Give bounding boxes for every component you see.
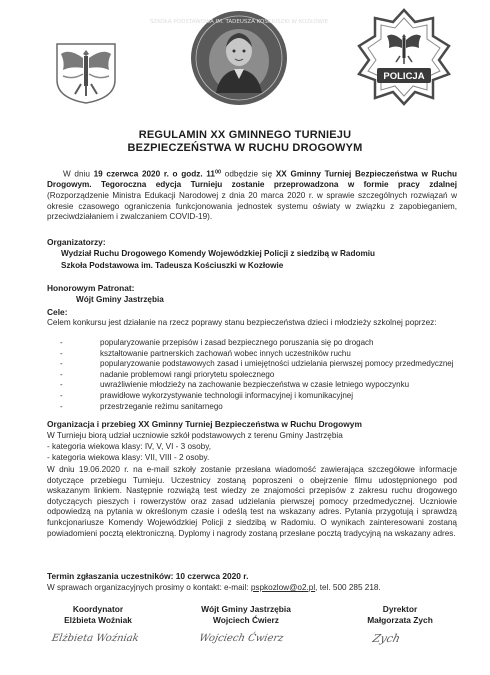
- signature-role-3: Dyrektor: [382, 604, 418, 614]
- organization-paragraph: W dniu 19.06.2020 r. na e-mail szkoły zostanie przesłana wiadomość zawierająca szczegółowe informacje dotyczące przebiegu Turnieju. Uczestnicy zostaną poproszeni o obejrzenie filmu udostępnionego pod wskazanym linkiem. Następnie rozwiążą test wiedzy ze znajomości przepisów z zakresu ruchu drogowego dotyczących pieszych i rowerzystów oraz zasad udzielania pierwszej pomocy przedmedycznej. Uczniowie odpowiedzą na pytania w określonym czasie i odeślą test na wskazany adres. Pytania przygotują i sprawdzą funkcjonariusze Komendy Wojewódzkiej Policji z siedzibą w Radomiu. O wynikach zainteresowani zostaną powiadomieni pocztą elektroniczną. Dyplomy i nagrody zostaną przesłane pocztą tradycyjną na wskazany adres.: [47, 465, 457, 538]
- email-link[interactable]: pspkozlow@o2.pl: [250, 583, 316, 592]
- signature-name-1: Elżbieta Woźniak: [64, 615, 132, 625]
- list-item: - popularyzowanie przepisów i zasad bezpiecznego poruszania się po drogach: [60, 338, 454, 349]
- intro-paragraph: W dniu 19 czerwca 2020 r. o godz. $11^{00}$ odbędzie się XX Gminny Turniej Bezpieczeństwa w Ruchu Drogowym. Tegoroczna edycja Turnieju zostanie przeprowadzona w formie pracy zdalnej (Rozporządzenie Ministra Edukacji Narodowej z dnia 20 marca 2020 r. w sprawie szczególnych rozwiązań w okresie czasowego ograniczenia funkcjonowania jednostek systemu oświaty w związku z zapobieganiem, przeciwdziałaniem i zwalczaniem COVID-19).: [47, 169, 458, 222]
- patronage-label: Honorowym Patronat:: [47, 283, 135, 293]
- organizer-2: Szkoła Podstawowa im. Tadeusza Kościuszki w Kozłowie: [61, 261, 284, 270]
- goals-intro: Celem konkursu jest działanie na rzecz poprawy stanu bezpieczeństwa dzieci i młodzieży szkolnej poprzez:: [47, 318, 437, 327]
- organizer-1: Wydział Ruchu Drogowego Komendy Wojewódzkiej Policji z siedzibą w Radomiu: [61, 249, 376, 258]
- svg-text:Wojciech Ćwierz: Wojciech Ćwierz: [198, 633, 285, 644]
- signature-role-2: Wójt Gminy Jastrzębia: [201, 604, 291, 614]
- list-item: - uwrażliwienie młodzieży na zachowanie bezpieczeństwa w czasie letniego wypoczynku: [60, 380, 454, 391]
- police-label: POLICJA: [383, 71, 425, 82]
- intro-event: XX Gminny Turniej Bezpieczeństwa w Ruchu Drogowym. Tegoroczna edycja Turnieju zostanie przeprowadzona w formie pracy zdalnej: [47, 169, 458, 190]
- list-item: - kształtowanie partnerskich zachowań wobec innych uczestników ruchu: [60, 349, 454, 360]
- police-badge-icon: [355, 8, 453, 106]
- seal-text: SZKOŁA PODSTAWOWA IM. TADEUSZA KOŚCIUSZKI W KOZŁOWIE: [149, 19, 329, 25]
- intro-date: 19 czerwca 2020 r. o godz. 11: [93, 169, 215, 179]
- organization-line-1: W Turnieju biorą udział uczniowie szkół podstawowych z terenu Gminy Jastrzębia: [47, 431, 343, 440]
- list-item: - nadanie problemowi rangi priorytetu społecznego: [60, 370, 454, 381]
- coat-of-arms-icon: [53, 40, 119, 104]
- contact-line: W sprawach organizacyjnych prosimy o kontakt: e-mail: pspkozlow@o2.pl, tel. 500 285 218.: [47, 583, 381, 592]
- signature-name-3: Małgorzata Zych: [367, 615, 433, 625]
- svg-text:Elżbieta Woźniak: Elżbieta Woźniak: [50, 633, 140, 644]
- organizers-label: Organizatorzy:: [47, 237, 106, 247]
- document-title-line2: BEZPIECZEŃSTWA W RUCHU DROGOWYM: [127, 142, 363, 154]
- signature-role-1: Koordynator: [72, 604, 124, 614]
- signature-scribble-3: [372, 626, 432, 650]
- document-title-line1: REGULAMIN XX GMINNEGO TURNIEJU: [138, 129, 352, 141]
- svg-text:Zych: Zych: [371, 632, 402, 645]
- organization-line-2: - kategoria wiekowa klasy: IV, V, VI - 3 osoby,: [47, 442, 211, 451]
- signature-scribble-2: [198, 626, 308, 648]
- organization-label: Organizacja i przebieg XX Gminny Turniej Bezpieczeństwa w Ruchu Drogowym: [47, 419, 362, 429]
- list-item: - prawidłowe wykorzystywanie technologii informacyjnej i komunikacyjnej: [60, 391, 454, 402]
- school-seal-icon: [149, 9, 329, 107]
- goals-list: [60, 338, 454, 412]
- list-item: - przestrzeganie reżimu sanitarnego: [60, 402, 454, 413]
- list-item: - popularyzowanie podstawowych zasad i umiejętności udzielania pierwszej pomocy przedmedycznej: [60, 359, 454, 370]
- signature-name-2: Wojciech Ćwierz: [213, 615, 279, 625]
- signature-scribble-1: [50, 626, 160, 648]
- deadline-text: Termin zgłaszania uczestników: 10 czerwca 2020 r.: [47, 571, 249, 581]
- patron-name: Wójt Gminy Jastrzębia: [76, 295, 164, 304]
- organization-line-3: - kategoria wiekowa klasy: VII, VIII - 2 osoby.: [47, 453, 210, 462]
- goals-label: Cele:: [47, 307, 68, 317]
